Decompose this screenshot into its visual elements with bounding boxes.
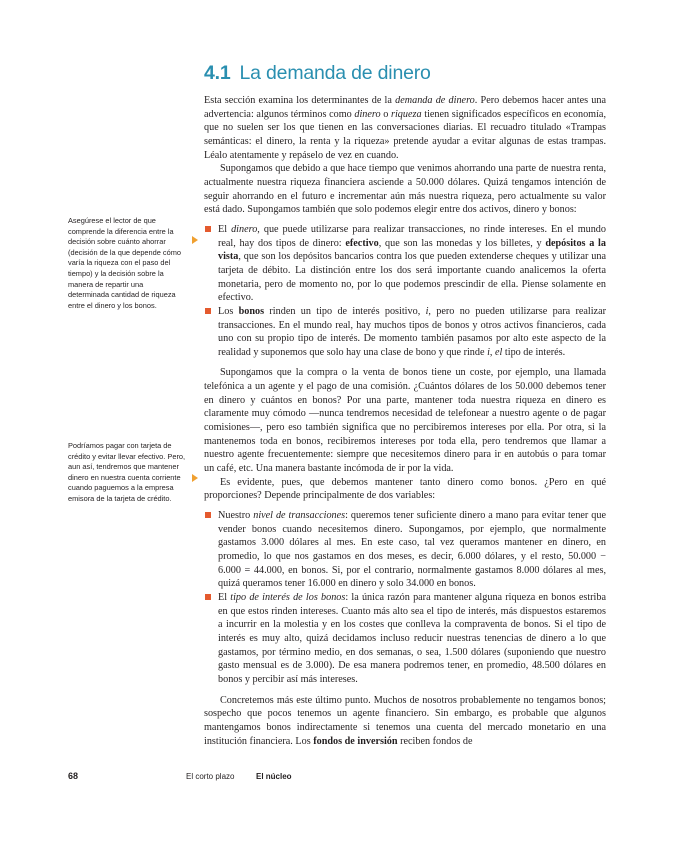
bullet-icon (205, 594, 211, 600)
bullet-list (204, 223, 606, 360)
list-item-text: El dinero, que puede utilizarse para realizar transacciones, no rinde intereses. En el mundo real, hay dos tipos de dinero: efectivo, que son las monedas y los billetes, y depósitos a la vista, que son los depósitos bancarios contra los que pueden extenderse cheques y utilizar una tarjeta de débito. La distinción entre los dos será importante cuando analicemos la oferta monetaria, pero de momento no, por lo que podemos prescindir de ella. Piense solamente en efectivo. (218, 223, 606, 304)
margin-note-1: Asegúrese el lector de que comprende la diferencia entre la decisión sobre cuánto ahorrar (decisión de la que depende cómo varía la riqueza con el paso del tiempo) y la decisión sobre la manera de repartir una determinada cantidad de riqueza entre el dinero y los bonos. (68, 216, 181, 310)
body-text (204, 94, 606, 748)
page-number: 68 (68, 771, 79, 781)
list-item (204, 509, 606, 591)
list-item-text: Nuestro nivel de transacciones: queremos tener suficiente dinero a mano para evitar tener que vender bonos cuando necesitemos dinero. Supongamos, por ejemplo, que normalmente gastamos 3.000 dólares al mes. En este caso, tal vez queramos mantener en dinero, en promedio, lo que nos gastamos en dos meses, es decir, 6.000 dólares, y el resto, 50.000 − 6.000 = 44.000, en bonos. Si, por el contrario, normalmente gastamos 8.000 dólares al mes, quizá queramos tener 16.000 en dinero y solo 34.000 en bonos. (218, 510, 606, 590)
bullet-icon (205, 226, 211, 232)
list-item (204, 305, 606, 360)
list-item (204, 591, 606, 687)
paragraph: Concretemos más este último punto. Muchos de nosotros probablemente no tengamos bonos; sospecho que pocos tenemos un agente financiero. Sin embargo, es probable que algunos mantengamos bonos indirectamente si tenemos una cuenta del mercado monetario en una institución financiera. Los fondos de inversión reciben fondos de (204, 694, 606, 747)
list-item-text: El tipo de interés de los bonos: la única razón para mantener alguna riqueza en bonos estriba en que estos rinden intereses. Cuanto más alto sea el tipo de interés, más dispuestos estaremos a incurrir en la molestia y en los costes que conlleva la compraventa de bonos. Si el tipo de interés es muy alto, quizá decidamos incluso reducir nuestras tenencias de dinero a lo que gastamos, por término medio, en dos semanas, o sea, 1.500 dólares (suponiendo que nuestro gasto mensual es de 3.000). De esa manera podremos tener, en promedio, 48.500 dólares en bonos y percibir así más intereses. (218, 591, 606, 685)
bullet-list (204, 509, 606, 687)
margin-note-arrow-icon (192, 474, 198, 482)
paragraph: Supongamos que debido a que hace tiempo que venimos ahorrando una parte de nuestra renta, actualmente nuestra riqueza financiera asciende a 50.000 dólares. Quizá tengamos intención de seguir ahorrando en el futuro e incrementar aún más nuestra riqueza, pero actualmente su valor está dado. Supongamos también que solo podemos elegir entre dos activos, dinero y bonos: (204, 163, 606, 216)
bullet-icon (205, 512, 211, 518)
section-title: La demanda de dinero (239, 62, 431, 84)
section-heading (204, 62, 624, 85)
list-item (204, 223, 606, 305)
paragraph: Es evidente, pues, que debemos mantener tanto dinero como bonos. ¿Pero en qué proporciones? Depende principalmente de dos variables: (204, 476, 606, 502)
margin-note-arrow-icon (192, 236, 198, 244)
list-item-text: Los bonos rinden un tipo de interés positivo, i, pero no pueden utilizarse para realizar transacciones. En el mundo real, hay muchos tipos de bonos y otros activos financieros, cada uno con su propio tipo de interés. De momento también pasamos por alto este aspecto de la realidad y suponemos que solo hay una clase de bono y que rinde i, el tipo de interés. (218, 305, 606, 358)
bullet-icon (205, 308, 211, 314)
running-footer-part: El corto plazo (186, 772, 235, 781)
section-number: 4.1 (204, 62, 231, 84)
running-footer-chapter: El núcleo (256, 772, 292, 781)
paragraph: Supongamos que la compra o la venta de bonos tiene un coste, por ejemplo, una llamada telefónica a un agente y el pago de una comisión. ¿Cuántos dólares de los 50.000 debemos tener en dinero y cuántos en bonos? Por una parte, mantener toda nuestra riqueza en dinero es claramente muy cómodo —nunca tendremos necesidad de telefonear a nuestro agente o de pagar comisiones—, pero eso también significa que no percibiremos intereses por ella. Por otra, si la mantenemos toda en bonos, recibiremos intereses por toda ella, pero tendremos que llamar a nuestro agente frecuentemente: siempre que necesitemos dinero para ir en autobús o para tomar un café, etc. Una manera bastante incómoda de ir por la vida. (204, 367, 606, 475)
margin-note-2: Podríamos pagar con tarjeta de crédito y evitar llevar efectivo. Pero, aun así, tendremos que mantener dinero en nuestra cuenta corriente cuando paguemos a la empresa emisora de la tarjeta de crédito. (68, 441, 186, 503)
paragraph: Esta sección examina los determinantes de la demanda de dinero. Pero debemos hacer antes una advertencia: algunos términos como dinero o riqueza tienen significados específicos en economía, que no suelen ser los que tienen en las conversaciones diarias. El recuadro titulado «Trampas semánticas: el dinero, la renta y la riqueza» pretende ayudar a evitar algunas de estas trampas. Léalo atentamente y repáselo de vez en cuando. (204, 95, 606, 161)
